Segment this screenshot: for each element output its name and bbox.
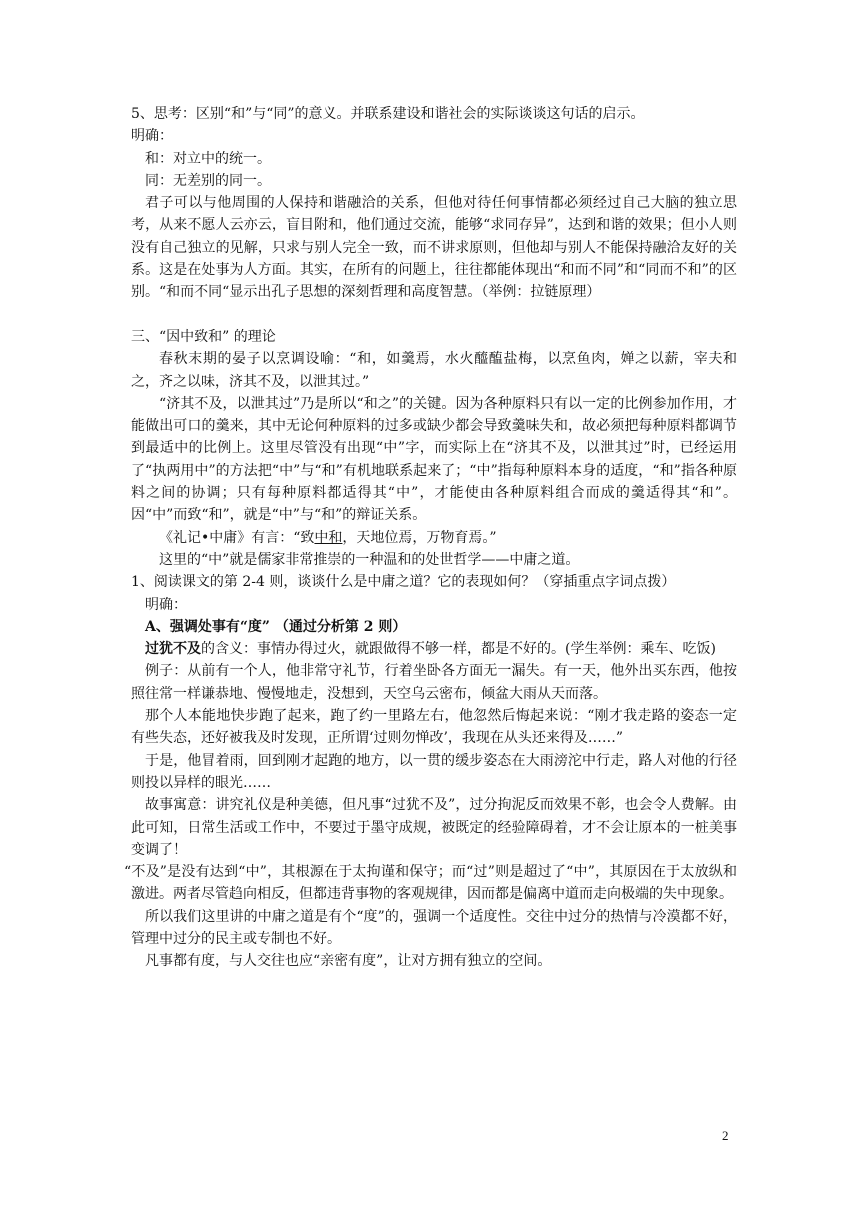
answer-label: 明确： (131, 128, 173, 145)
paragraph-buji-guo: “不及”是没有达到“中”，其根源在于太拘谨和保守；而“过”则是超过了“中”，其原因在于太放纵和激进。两者尽管趋向相反，但都违背事物的客观规律，因而都是偏离中道而走向极端的失中现象。 (124, 864, 737, 903)
question-5: 5、思考：区别“和”与“同”的意义。并联系建设和谐社会的实际谈谈这句话的启示。 (131, 106, 645, 122)
page-content (124, 103, 737, 973)
paragraph-jiqibuji: “济其不及，以泄其过”乃是所以“和之”的关键。因为各种原料只有以一定的比例参加作用，才能做出可口的羹来，其中无论何种原料的过多或缺少都会导致羹味失和，故必须把每种原料都调节到最适中的比例上。这里尽管没有出现“中”字，而实际上在“济其不及，以泄其过”时，已经运用了“执两用中”的方法把“中”与“和”有机地联系起来了；“中”指每种原料本身的适度，“和”指各种原料之间的协调；只有每种原料都适得其“中”，才能使由各种原料组合而成的羹适得其“和”。因“中”而致“和”，就是“中”与“和”的辩证关系。 (131, 395, 737, 524)
subheading-a: A、强调处事有“度” （通过分析第 2 则） (145, 618, 407, 635)
paragraph-guoyoubuji (131, 638, 737, 660)
liji-underlined-zhonghe: 中和 (314, 529, 343, 546)
liji-text-c: ，天地位焉，万物育焉。” (342, 529, 497, 546)
guoyoubuji-meaning: 的含义：事情办得过火，就跟做得不够一样，都是不好的。(学生举例：乘车、吃饭) (201, 641, 716, 658)
paragraph-liji (131, 527, 737, 549)
paragraph-example: 例子：从前有一个人，他非常守礼节，行着坐卧各方面无一漏失。有一天，他外出买东西，他按照往常一样谦恭地、慢慢地走，没想到，天空乌云密布，倾盆大雨从天而落。 (131, 663, 737, 702)
paragraph-story-return: 于是，他冒着雨，回到刚才起跑的地方，以一贯的缓步姿态在大雨滂沱中行走，路人对他的行径则投以异样的眼光…… (131, 752, 737, 791)
liji-text-a: 《礼记•中庸》有言：“致 (159, 529, 315, 546)
definition-tong: 同：无差别的同一。 (145, 172, 271, 189)
blank-line (131, 304, 737, 326)
term-guoyoubuji: 过犹不及 (145, 641, 201, 658)
paragraph-yanzi: 春秋末期的晏子以烹调设喻：“和，如羹焉，水火醯醢盐梅，以烹鱼肉，婵之以薪，宰夫和之，齐之以味，济其不及，以泄其过。” (131, 351, 737, 390)
section-heading-3: 三、“因中致和” 的理论 (131, 328, 276, 345)
paragraph-moral: 故事寓意：讲究礼仪是种美德，但凡事“过犹不及”，过分拘泥反而效果不彰，也会令人费解。由此可知，日常生活或工作中，不要过于墨守成规，被既定的经验障碍着，才不会让原本的一桩美事变调了！ (131, 797, 737, 858)
paragraph-qinmi: 凡事都有度，与人交往也应“亲密有度”，让对方拥有独立的空间。 (145, 953, 552, 970)
paragraph-zhongyong-intro: 这里的“中”就是儒家非常推崇的一种温和的处世哲学——中庸之道。 (159, 551, 580, 568)
page-number: 2 (722, 1128, 729, 1143)
question-1: 1、阅读课文的第 2-4 则，谈谈什么是中庸之道？它的表现如何？（穿插重点字词点拨） (131, 574, 676, 591)
paragraph-junzi: 君子可以与他周围的人保持和谐融洽的关系，但他对待任何事情都必须经过自己大脑的独立思考，从来不愿人云亦云，盲目附和，他们通过交流，能够“求同存异”，达到和谐的效果；但小人则没有自己独立的见解，只求与别人完全一致，而不讲求原则，但他却与别人不能保持融洽友好的关系。这是在处事为人方面。其实，在所有的问题上，往往都能体现出“和而不同”和“同而不和”的区别。“和而不同“显示出孔子思想的深刻哲理和高度智慧。（举例：拉链原理） (131, 195, 737, 301)
paragraph-du: 所以我们这里讲的中庸之道是有个“度”的，强调一个适度性。交往中过分的热情与冷漠都不好，管理中过分的民主或专制也不好。 (131, 908, 737, 947)
definition-he: 和：对立中的统一。 (145, 150, 271, 167)
answer-label-2: 明确： (145, 596, 187, 613)
paragraph-story-run: 那个人本能地快步跑了起来，跑了约一里路左右，他忽然后悔起来说：“刚才我走路的姿态一定有些失态，还好被我及时发现，正所谓‘过则勿惮改’，我现在从头还来得及……” (131, 708, 737, 747)
